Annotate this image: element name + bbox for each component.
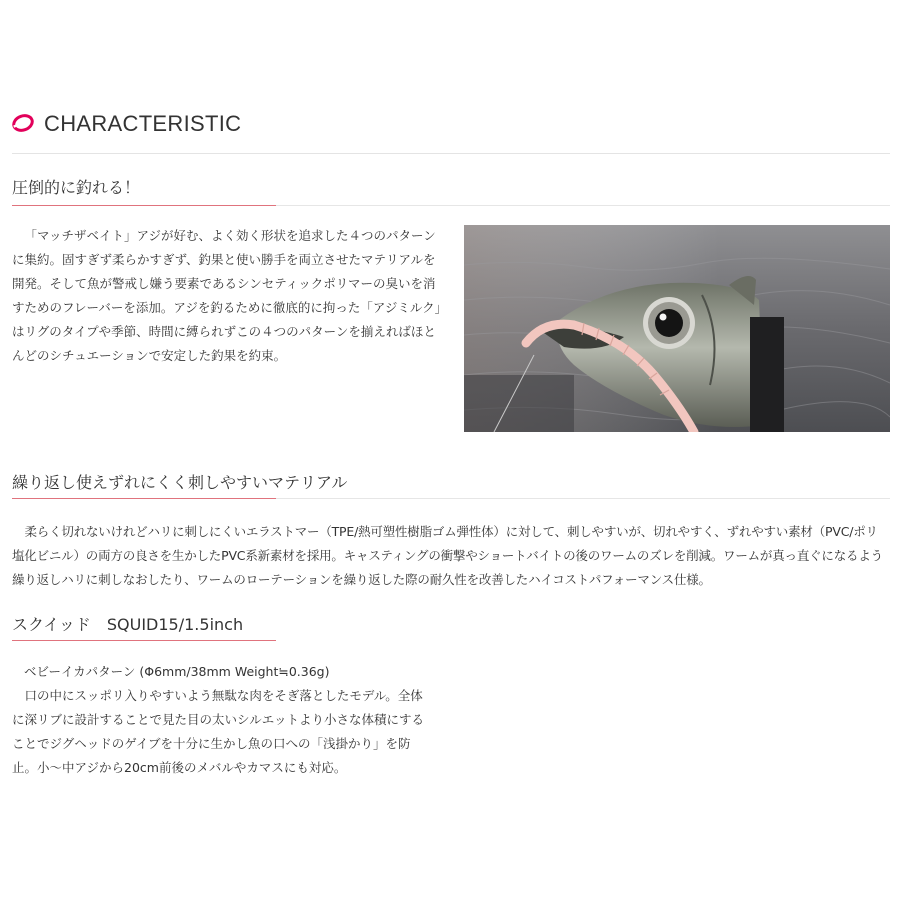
section-body-catch: 「マッチザベイト」アジが好む、よく効く形状を追求した４つのパターンに集約。固すぎず柔らかすぎず、釣果と使い勝手を両立させたマテリアルを開発。そして魚が警戒し嫌う要素であるシンセティックポリマーの臭いを消すためのフレーバーを添加。アジを釣るために徹底的に拘った「アジミルク」はリグのタイプや季節、時間に縛られずこの４つのパターンを揃えればほとんどのシチュエーションで安定した釣果を約束。 bbox=[12, 228, 441, 363]
product-spec: ベビーイカパターン (Φ6mm/38mm Weight≒0.36g) bbox=[24, 664, 330, 679]
section-heading-catch: 圧倒的に釣れる！ bbox=[12, 178, 141, 197]
title-divider bbox=[12, 153, 890, 154]
section-divider-accent bbox=[12, 205, 276, 206]
section-divider-accent bbox=[12, 640, 276, 641]
section-heading-material: 繰り返し使えずれにくく刺しやすいマテリアル bbox=[12, 473, 348, 492]
section-divider-accent bbox=[12, 498, 276, 499]
fish-photo-image bbox=[464, 225, 890, 432]
section-heading-squid: スクイッド SQUID15/1.5inch bbox=[12, 615, 244, 634]
section-divider bbox=[12, 640, 276, 641]
section-divider bbox=[12, 205, 890, 206]
section-divider bbox=[12, 498, 890, 499]
page-title: CHARACTERISTIC bbox=[44, 111, 242, 136]
brand-logo-icon bbox=[12, 113, 36, 133]
section-body-squid: 口の中にスッポリ入りやすいよう無駄な肉をそぎ落としたモデル。全体に深リブに設計することで見た目の太いシルエットより小さな体積にすることでジグヘッドのゲイブを十分に生かし魚の口への「浅掛かり」を防止。小～中アジから20cm前後のメバルやカマスにも対応。 bbox=[12, 688, 424, 775]
section-body-material: 柔らく切れないけれどハリに刺しにくいエラストマー（TPE/熱可塑性樹脂ゴム弾性体）に対して、刺しやすいが、切れやすく、ずれやすい素材（PVC/ポリ塩化ビニル）の両方の良さを生かしたPVC系新素材を採用。キャスティングの衝撃やショートバイトの後のワームのズレを削減。ワームが真っ直ぐになるよう繰り返しハリに刺しなおしたり、ワームのローテーションを繰り返した際の耐久性を改善したハイコストパフォーマンス仕様。 bbox=[12, 524, 883, 587]
fish-photo bbox=[464, 225, 890, 432]
